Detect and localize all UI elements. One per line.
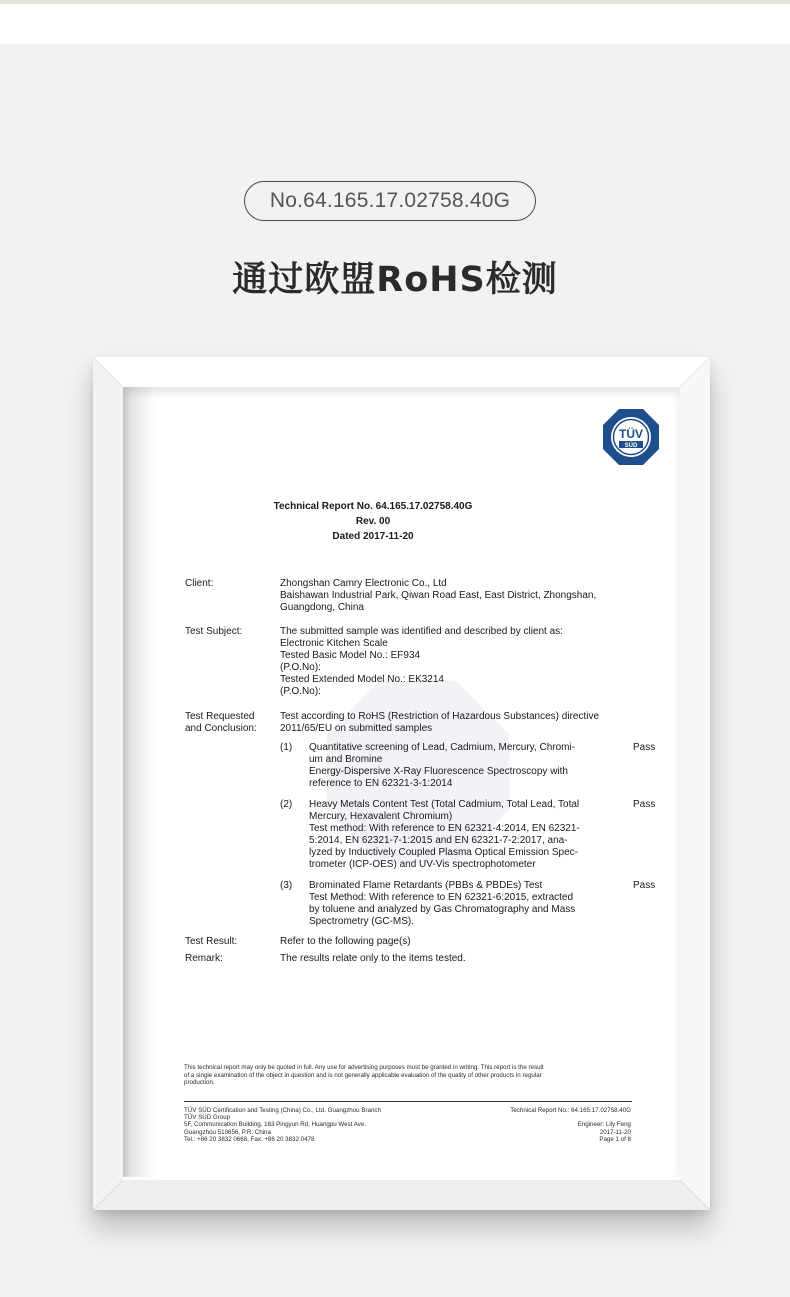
page-title: 通过欧盟RoHS检测: [232, 260, 558, 300]
tuv-sud-logo-icon: [601, 407, 661, 467]
report-footer-meta: Technical Report No.: 64.165.17.02758.40G Engineer: Lily Feng 2017-11-20 Page 1 of 8: [510, 1107, 631, 1143]
report-revision-line: Rev. 00: [355, 516, 391, 527]
test-item-description: Quantitative screening of Lead, Cadmium, Mercury, Chromi- um and Bromine Energy-Dispersive X-Ray Fluorescence Spectroscopy with reference to EN 62321-3-1:2014: [309, 742, 576, 789]
test-item-description: Heavy Metals Content Test (Total Cadmium, Total Lead, Total Mercury, Hexavalent Chromium) Test method: With reference to EN 62321-4:2014, EN 62321- 5:2014, EN 62321-7-1:2015 and EN 62321-7-2:2017, ana- lyzed by Inductively Coupled Plasma Optical Emission Spec- trometer (ICP-OES) and UV-Vis spectrophotometer: [309, 799, 580, 870]
report-number-line: Technical Report No. 64.165.17.02758.40G: [273, 501, 473, 512]
footer-divider: [184, 1101, 632, 1102]
test-item-result: Pass: [633, 742, 656, 753]
remark-value: The results relate only to the items tested.: [280, 953, 466, 964]
test-item-result: Pass: [633, 880, 656, 891]
logo-text-bottom: SÜD: [624, 443, 638, 449]
certificate-number: No.64.165.17.02758.40G: [269, 189, 511, 212]
certificate-frame: [93, 357, 710, 1210]
remark-label: Remark:: [185, 953, 223, 964]
test-subject-value: The submitted sample was identified and described by client as: Electronic Kitchen Scale Tested Basic Model No.: EF934 (P.O.No): Tested Extended Model No.: EK3214 (P.O.No):: [280, 626, 563, 697]
issuer-address: TÜV SÜD Certification and Testing (China) Co., Ltd. Guangzhou Branch TÜV SÜD Group 5F, Communication Building, 163 Pingyun Rd, Huangpu West Ave. Guangzhou 510656, P.R. China Tel.: +86 20 3832 0668, Fax: +86 20 3832 0478: [184, 1107, 381, 1143]
disclaimer-text: This technical report may only be quoted in full. Any use for advertising purposes must be granted in writing. This report is the result of a single examination of the object in question and is not generally applicable evaluation of the quality of other products in regular production.: [184, 1064, 544, 1087]
test-result-label: Test Result:: [185, 936, 238, 947]
certificate-number-pill: [244, 181, 536, 221]
test-requested-label: Test Requested and Conclusion:: [185, 711, 257, 734]
client-value: Zhongshan Camry Electronic Co., Ltd Baishawan Industrial Park, Qiwan Road East, East District, Zhongshan, Guangdong, China: [280, 578, 597, 613]
test-item-number: (2): [280, 799, 293, 810]
test-requested-value: Test according to RoHS (Restriction of Hazardous Substances) directive 2011/65/EU on submitted samples: [280, 711, 600, 734]
top-band: [0, 4, 790, 44]
test-subject-label: Test Subject:: [185, 626, 243, 637]
test-item-number: (1): [280, 742, 293, 753]
test-item-result: Pass: [633, 799, 656, 810]
report-date-line: Dated 2017-11-20: [332, 531, 414, 542]
report-heading: [123, 499, 623, 544]
client-label: Client:: [185, 578, 214, 589]
test-item-description: Brominated Flame Retardants (PBBs & PBDEs) Test Test Method: With reference to EN 62321-6:2015, extracted by toluene and analyzed by Gas Chromatography and Mass Spectrometry (GC-MS).: [309, 880, 576, 927]
test-item-number: (3): [280, 880, 293, 891]
logo-text-top: TÜV: [619, 427, 643, 441]
certificate-document: [123, 387, 680, 1177]
test-result-value: Refer to the following page(s): [280, 936, 411, 947]
